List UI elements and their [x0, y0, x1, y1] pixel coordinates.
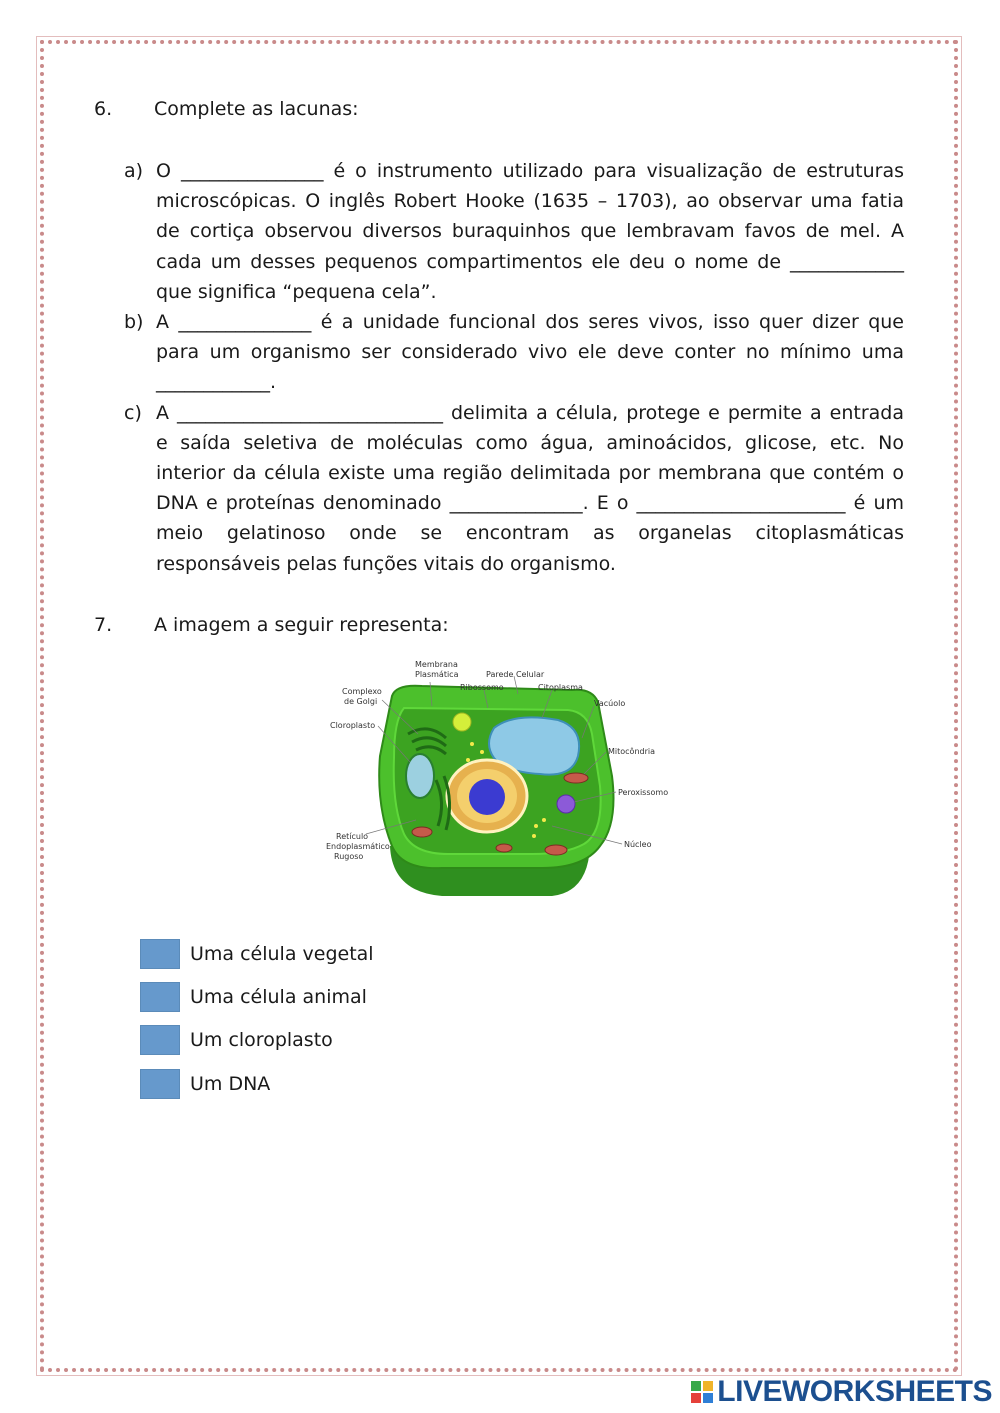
label-plasmatica: Plasmática — [415, 670, 459, 679]
option-dna[interactable] — [140, 1068, 270, 1100]
label-ribossomo: Ribossomo — [460, 683, 504, 692]
question-7-number: 7. — [94, 614, 113, 636]
nucleolus — [469, 779, 505, 815]
label-membrana: Membrana — [415, 660, 458, 669]
option-celula-vegetal[interactable] — [140, 938, 374, 970]
item-text[interactable]: A ______________ é a unidade funcional dos seres vivos, isso quer dizer que para um organismo ser considerado vivo ele deve conter no mínimo uma ____________. — [156, 311, 904, 394]
chloroplast — [406, 754, 434, 798]
label-de-golgi: de Golgi — [344, 697, 378, 706]
option-label: Um cloroplasto — [190, 1029, 333, 1051]
plant-cell-diagram — [322, 656, 682, 906]
item-letter: a) — [124, 160, 144, 182]
option-label: Uma célula vegetal — [190, 943, 374, 965]
vesicle — [453, 713, 471, 731]
label-vacuolo: Vacúolo — [594, 699, 626, 708]
label-parede-celular: Parede Celular — [486, 670, 545, 679]
option-checkbox[interactable] — [140, 1069, 180, 1099]
ribosome — [466, 758, 470, 762]
ribosome — [542, 818, 546, 822]
ribosome — [532, 834, 536, 838]
question-6-items — [124, 156, 904, 579]
question-6-item-c — [124, 398, 904, 579]
option-checkbox[interactable] — [140, 1025, 180, 1055]
brand-name: LIVEWORKSHEETS — [717, 1375, 992, 1408]
ribosome — [534, 824, 538, 828]
question-6-item-b — [124, 307, 904, 398]
question-6-item-a — [124, 156, 904, 307]
label-endoplasmatico: Endoplasmático — [326, 842, 390, 851]
option-label: Uma célula animal — [190, 986, 367, 1008]
ribosome — [480, 750, 484, 754]
option-label: Um DNA — [190, 1073, 271, 1095]
label-citoplasma: Citoplasma — [538, 683, 583, 692]
option-celula-animal[interactable] — [140, 981, 367, 1013]
label-cloroplasto: Cloroplasto — [330, 721, 376, 730]
question-6-number: 6. — [94, 98, 113, 120]
label-rugoso: Rugoso — [334, 852, 364, 861]
option-cloroplasto[interactable] — [140, 1024, 333, 1056]
option-checkbox[interactable] — [140, 982, 180, 1012]
mitochondrion — [496, 844, 512, 852]
mitochondrion — [412, 827, 432, 837]
item-letter: b) — [124, 311, 144, 334]
label-mitocondria: Mitocôndria — [608, 747, 656, 756]
label-complexo: Complexo — [342, 687, 382, 696]
item-text[interactable]: O _______________ é o instrumento utilizado para visualização de estruturas microscópicas. O inglês Robert Hooke (1635 – 1703), ao observar uma fatia de cortiça observou diversos buraquinhos que lembravam favos de mel. A cada um desses pequenos compartimentos ele deu o nome de ____________ que significa “pequena cela”. — [156, 160, 904, 303]
peroxisome — [557, 795, 575, 813]
mitochondrion — [545, 845, 567, 855]
ribosome — [470, 742, 474, 746]
liveworksheets-logo[interactable] — [691, 1375, 992, 1409]
item-letter: c) — [124, 401, 142, 424]
question-6-title: Complete as lacunas: — [154, 98, 359, 120]
option-checkbox[interactable] — [140, 939, 180, 969]
item-text[interactable]: A ____________________________ delimita a célula, protege e permite a entrada e saída seletiva de moléculas como água, aminoácidos, glicose, etc. No interior da célula existe uma região delimitada por membrana que contém o DNA e proteínas denominado ______________. E o ______________________ é um meio gelatinoso onde se encontram as organelas citoplasmáticas responsáveis pelas funções vitais do organismo. — [156, 401, 904, 575]
mitochondrion — [564, 773, 588, 783]
label-peroxissomo: Peroxissomo — [618, 788, 669, 797]
brand-icon — [691, 1381, 713, 1403]
question-7-title: A imagem a seguir representa: — [154, 614, 449, 636]
label-nucleo: Núcleo — [624, 840, 652, 849]
label-reticulo: Retículo — [336, 832, 369, 841]
plant-cell-svg — [322, 656, 682, 906]
